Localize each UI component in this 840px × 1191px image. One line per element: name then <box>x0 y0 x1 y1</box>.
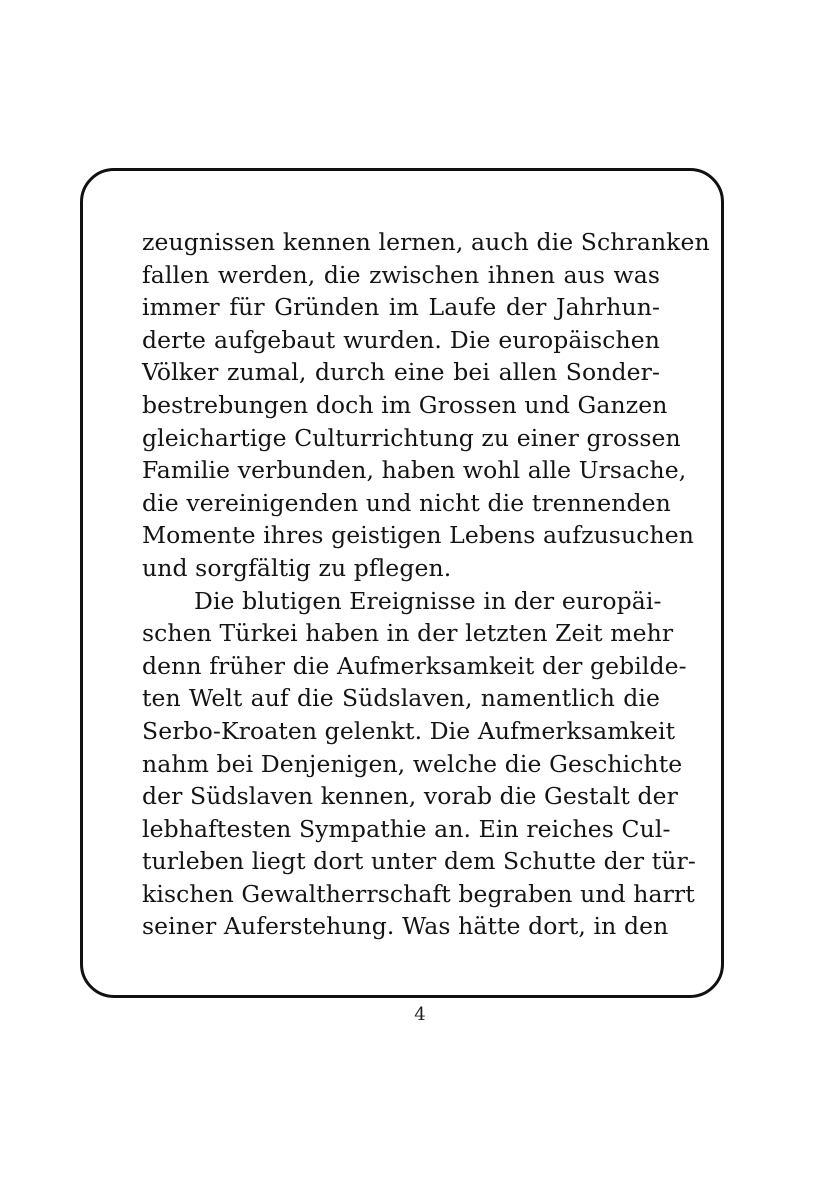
text-line: die vereinigenden und nicht die trennenden <box>142 488 671 517</box>
text-line: schen Türkei haben in der letzten Zeit mehr <box>142 619 674 648</box>
text-line: Momente ihres geistigen Lebens aufzusuchen <box>142 521 694 550</box>
text-line: denn früher die Aufmerksamkeit der gebilde- <box>142 651 687 680</box>
text-line: kischen Gewaltherrschaft begraben und harrt <box>142 879 695 908</box>
text-line: nahm bei Denjenigen, welche die Geschichte <box>142 749 683 778</box>
paragraph-2 <box>142 585 696 944</box>
text-line: ten Welt auf die Südslaven, namentlich die <box>142 684 660 713</box>
paragraph-1 <box>142 226 710 585</box>
page-number: 4 <box>414 1004 426 1025</box>
text-line: Serbo-Kroaten gelenkt. Die Aufmerksamkeit <box>142 716 676 745</box>
text-line: immer für Gründen im Laufe der Jahrhun- <box>142 293 660 322</box>
text-line: Die blutigen Ereignisse in der europäi- <box>194 586 662 615</box>
text-line: lebhaftesten Sympathie an. Ein reiches Cul- <box>142 814 671 843</box>
text-line: zeugnissen kennen lernen, auch die Schranken <box>142 228 710 256</box>
text-line: seiner Auferstehung. Was hätte dort, in den <box>142 912 669 941</box>
text-line: gleichartige Culturrichtung zu einer grossen <box>142 423 681 452</box>
text-line: derte aufgebaut wurden. Die europäischen <box>142 325 660 354</box>
body-text <box>142 226 710 943</box>
text-line: Völker zumal, durch eine bei allen Sonder- <box>142 358 660 387</box>
text-line: und sorgfältig zu pflegen. <box>142 553 452 582</box>
text-line: Familie verbunden, haben wohl alle Ursache, <box>142 456 687 485</box>
text-line: der Südslaven kennen, vorab die Gestalt der <box>142 782 678 811</box>
text-line: fallen werden, die zwischen ihnen aus was <box>142 260 660 289</box>
text-line: turleben liegt dort unter dem Schutte der tür- <box>142 847 696 876</box>
text-line: bestrebungen doch im Grossen und Ganzen <box>142 390 668 419</box>
